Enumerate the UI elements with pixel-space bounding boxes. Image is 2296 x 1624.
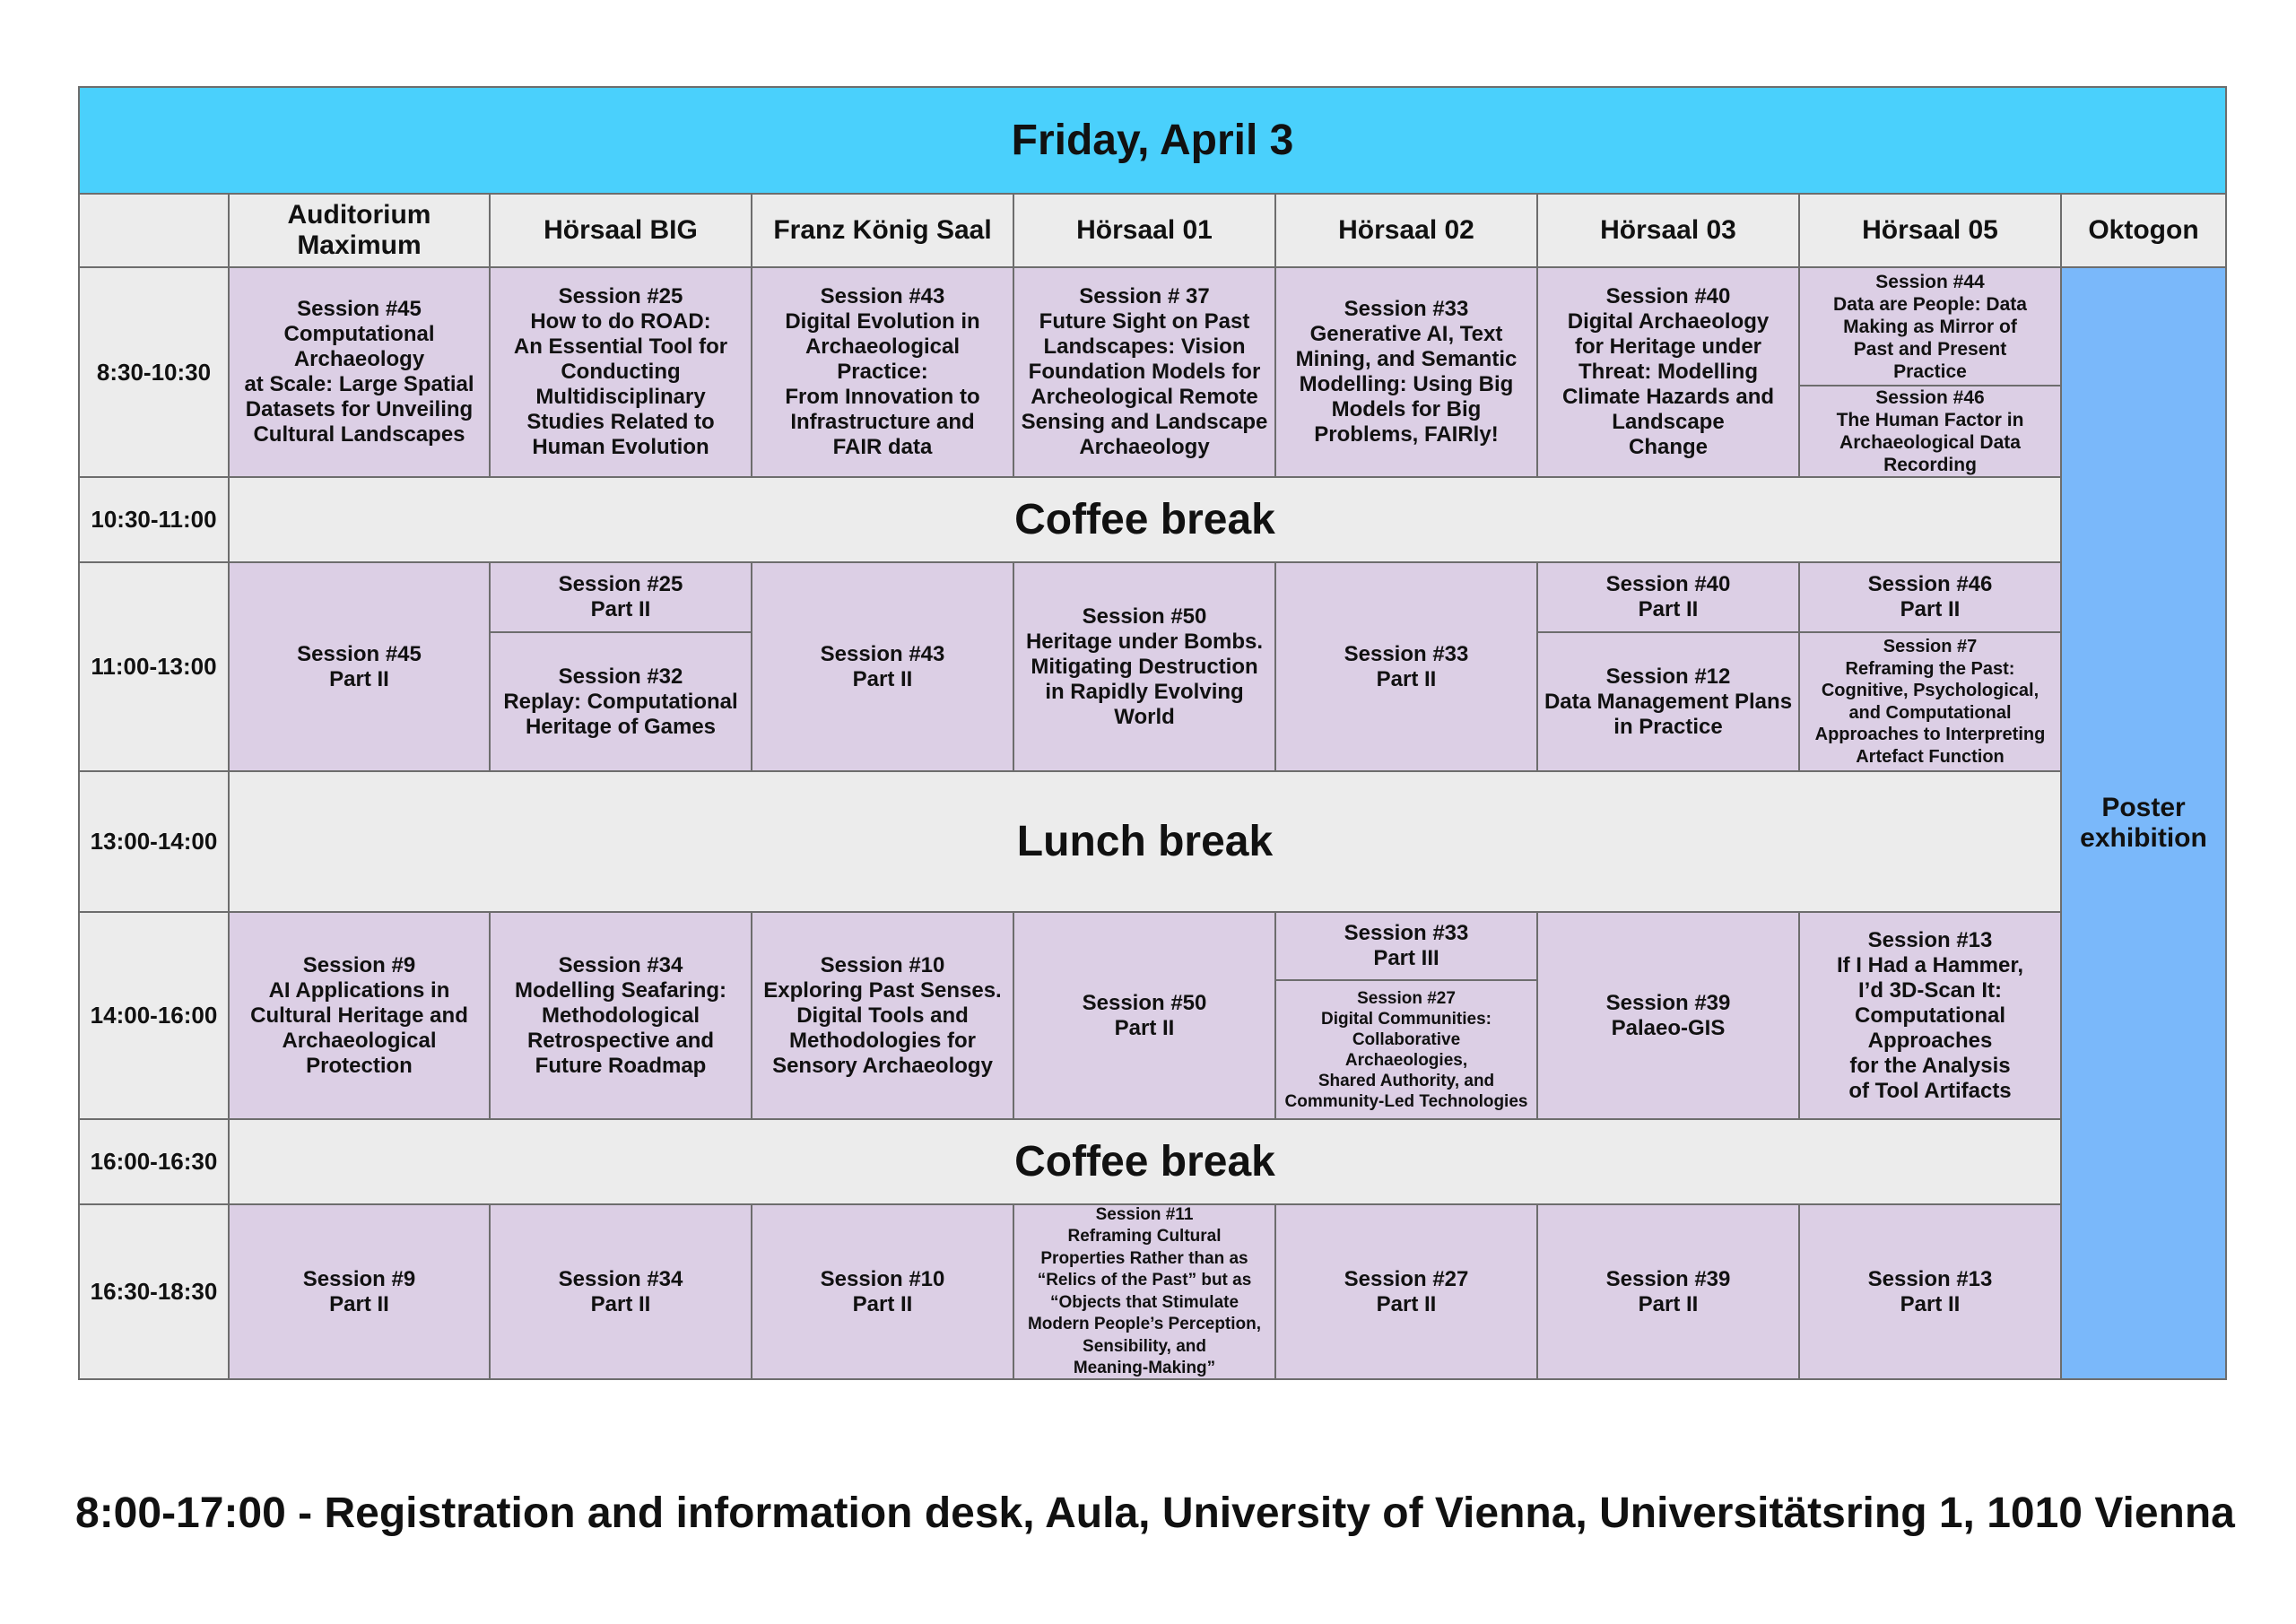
session-11[interactable]: Session #11 Reframing Cultural Properties Rather than as “Relics of the Past” but as “Objects that Stimulate Modern People’s Perception, Sensibility, and Meaning-Making” [1013, 1203, 1276, 1380]
session-25[interactable]: Session #25 How to do ROAD: An Essential Tool for Conducting Multidisciplinary Studies Related to Human Evolution [489, 266, 752, 478]
time-slot-lunch: 13:00-14:00 [78, 770, 230, 913]
day-title-text: Friday, April 3 [1011, 117, 1294, 164]
session-39-part-2[interactable]: Session #39 Part II [1536, 1203, 1800, 1380]
session-33-part-3[interactable]: Session #33 Part III [1274, 911, 1538, 981]
session-34-part-2[interactable]: Session #34 Part II [489, 1203, 752, 1380]
room-header-franz-koenig-saal: Franz König Saal [751, 193, 1014, 268]
session-7[interactable]: Session #7 Reframing the Past: Cognitive, Psychological, and Computational Approaches to Interpreting Artefact Function [1798, 631, 2062, 772]
session-10[interactable]: Session #10 Exploring Past Senses. Digital Tools and Methodologies for Sensory Archaeology [751, 911, 1014, 1120]
session-32[interactable]: Session #32 Replay: Computational Heritage of Games [489, 631, 752, 772]
session-12[interactable]: Session #12 Data Management Plans in Practice [1536, 631, 1800, 772]
room-header-hoersaal-02: Hörsaal 02 [1274, 193, 1538, 268]
session-33[interactable]: Session #33 Generative AI, Text Mining, and Semantic Modelling: Using Big Models for Big Problems, FAIRly! [1274, 266, 1538, 478]
session-25-part-2[interactable]: Session #25 Part II [489, 561, 752, 633]
session-43[interactable]: Session #43 Digital Evolution in Archaeological Practice: From Innovation to Infrastructure and FAIR data [751, 266, 1014, 478]
session-10-part-2[interactable]: Session #10 Part II [751, 1203, 1014, 1380]
room-header-auditorium-maximum: Auditorium Maximum [228, 193, 491, 268]
coffee-break-afternoon: Coffee break [228, 1118, 2062, 1205]
session-34[interactable]: Session #34 Modelling Seafaring: Methodological Retrospective and Future Roadmap [489, 911, 752, 1120]
session-27[interactable]: Session #27 Digital Communities: Collaborative Archaeologies, Shared Authority, and Community-Led Technologies [1274, 979, 1538, 1120]
lunch-break: Lunch break [228, 770, 2062, 913]
session-9[interactable]: Session #9 AI Applications in Cultural Heritage and Archaeological Protection [228, 911, 491, 1120]
header-corner [78, 193, 230, 268]
session-37[interactable]: Session # 37 Future Sight on Past Landscapes: Vision Foundation Models for Archeological Remote Sensing and Landscape Archaeology [1013, 266, 1276, 478]
time-slot-3: 14:00-16:00 [78, 911, 230, 1120]
time-slot-1: 8:30-10:30 [78, 266, 230, 478]
session-33-part-2[interactable]: Session #33 Part II [1274, 561, 1538, 772]
session-44[interactable]: Session #44 Data are People: Data Making as Mirror of Past and Present Practice [1798, 266, 2062, 386]
session-13-part-2[interactable]: Session #13 Part II [1798, 1203, 2062, 1380]
time-slot-break-1: 10:30-11:00 [78, 476, 230, 563]
room-header-hoersaal-01: Hörsaal 01 [1013, 193, 1276, 268]
room-header-hoersaal-05: Hörsaal 05 [1798, 193, 2062, 268]
session-50[interactable]: Session #50 Heritage under Bombs. Mitigating Destruction in Rapidly Evolving World [1013, 561, 1276, 772]
session-27-part-2[interactable]: Session #27 Part II [1274, 1203, 1538, 1380]
session-39[interactable]: Session #39 Palaeo-GIS [1536, 911, 1800, 1120]
poster-exhibition[interactable]: Poster exhibition [2060, 266, 2227, 1380]
registration-footer: 8:00-17:00 - Registration and information desk, Aula, University of Vienna, Universitätsring 1, 1010 Vienna [75, 1489, 2235, 1537]
day-title [78, 86, 2227, 195]
room-header-hoersaal-03: Hörsaal 03 [1536, 193, 1800, 268]
session-13[interactable]: Session #13 If I Had a Hammer, I’d 3D-Scan It: Computational Approaches for the Analysis of Tool Artifacts [1798, 911, 2062, 1120]
session-45[interactable]: Session #45 Computational Archaeology at Scale: Large Spatial Datasets for Unveiling Cultural Landscapes [228, 266, 491, 478]
session-40-part-2[interactable]: Session #40 Part II [1536, 561, 1800, 633]
session-40[interactable]: Session #40 Digital Archaeology for Heritage under Threat: Modelling Climate Hazards and Landscape Change [1536, 266, 1800, 478]
room-header-oktogon: Oktogon [2060, 193, 2227, 268]
time-slot-2: 11:00-13:00 [78, 561, 230, 772]
session-50-part-2[interactable]: Session #50 Part II [1013, 911, 1276, 1120]
session-9-part-2[interactable]: Session #9 Part II [228, 1203, 491, 1380]
room-header-hoersaal-big: Hörsaal BIG [489, 193, 752, 268]
session-45-part-2[interactable]: Session #45 Part II [228, 561, 491, 772]
time-slot-4: 16:30-18:30 [78, 1203, 230, 1380]
session-46[interactable]: Session #46 The Human Factor in Archaeological Data Recording [1798, 385, 2062, 478]
time-slot-break-2: 16:00-16:30 [78, 1118, 230, 1205]
session-43-part-2[interactable]: Session #43 Part II [751, 561, 1014, 772]
coffee-break-morning: Coffee break [228, 476, 2062, 563]
session-46-part-2[interactable]: Session #46 Part II [1798, 561, 2062, 633]
